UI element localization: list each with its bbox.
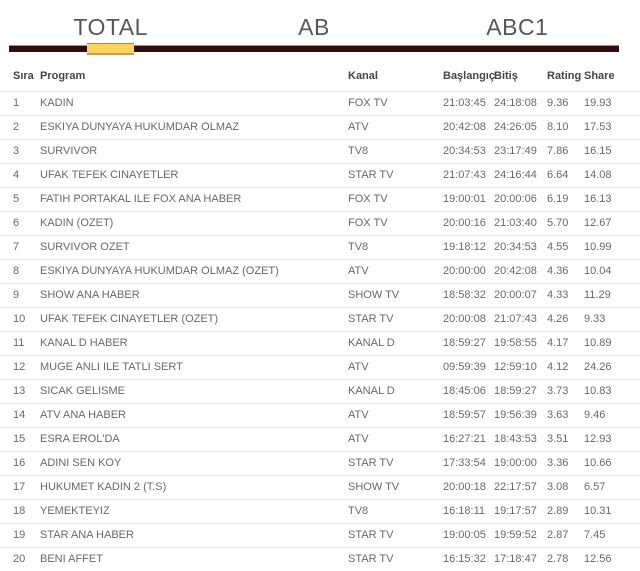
cell-baslangic: 19:00:05 <box>443 529 486 541</box>
cell-kanal: FOX TV <box>348 97 388 109</box>
cell-baslangic: 09:59:39 <box>443 361 486 373</box>
cell-kanal: STAR TV <box>348 313 394 325</box>
cell-kanal: STAR TV <box>348 553 394 565</box>
cell-program: ATV ANA HABER <box>40 409 126 421</box>
cell-rating: 4.55 <box>547 241 569 253</box>
cell-share: 10.89 <box>584 337 612 349</box>
cell-sira: 9 <box>13 289 20 301</box>
table-row <box>0 500 640 524</box>
cell-rating: 3.73 <box>547 385 569 397</box>
cell-share: 9.33 <box>584 313 606 325</box>
cell-sira: 5 <box>13 193 20 205</box>
cell-share: 10.31 <box>584 505 612 517</box>
cell-baslangic: 18:45:06 <box>443 385 486 397</box>
cell-rating: 4.26 <box>547 313 569 325</box>
cell-rating: 4.12 <box>547 361 569 373</box>
cell-baslangic: 18:58:32 <box>443 289 486 301</box>
cell-kanal: KANAL D <box>348 337 395 349</box>
cell-baslangic: 18:59:57 <box>443 409 486 421</box>
cell-baslangic: 18:59:27 <box>443 337 486 349</box>
cell-baslangic: 16:15:32 <box>443 553 486 565</box>
cell-kanal: STAR TV <box>348 529 394 541</box>
cell-share: 7.45 <box>584 529 606 541</box>
tab-total[interactable]: TOTAL <box>73 14 148 40</box>
cell-baslangic: 21:07:43 <box>443 169 486 181</box>
cell-bitis: 19:56:39 <box>494 409 537 421</box>
cell-rating: 7.86 <box>547 145 569 157</box>
cell-sira: 20 <box>13 553 26 565</box>
cell-bitis: 20:00:07 <box>494 289 537 301</box>
column-header-program: Program <box>40 70 86 82</box>
cell-program: ESKIYA DUNYAYA HUKUMDAR OLMAZ <box>40 121 240 133</box>
cell-program: STAR ANA HABER <box>40 529 134 541</box>
cell-kanal: ATV <box>348 265 369 277</box>
cell-kanal: STAR TV <box>348 169 394 181</box>
cell-bitis: 24:16:44 <box>494 169 537 181</box>
cell-sira: 8 <box>13 265 20 277</box>
cell-sira: 13 <box>13 385 26 397</box>
column-header-share: Share <box>584 70 615 82</box>
cell-kanal: TV8 <box>348 505 369 517</box>
cell-program: KADIN <box>40 97 74 109</box>
cell-rating: 5.70 <box>547 217 569 229</box>
cell-share: 14.08 <box>584 169 612 181</box>
cell-bitis: 17:18:47 <box>494 553 537 565</box>
cell-kanal: SHOW TV <box>348 289 400 301</box>
cell-bitis: 23:17:49 <box>494 145 537 157</box>
cell-rating: 4.36 <box>547 265 569 277</box>
cell-bitis: 18:43:53 <box>494 433 537 445</box>
table-row <box>0 380 640 404</box>
cell-rating: 9.36 <box>547 97 569 109</box>
cell-share: 19.93 <box>584 97 612 109</box>
tab-underline-bar <box>9 45 619 52</box>
cell-sira: 2 <box>13 121 20 133</box>
cell-baslangic: 19:18:12 <box>443 241 486 253</box>
cell-rating: 3.51 <box>547 433 569 445</box>
cell-program: UFAK TEFEK CINAYETLER <box>40 169 179 181</box>
cell-share: 11.29 <box>584 289 611 301</box>
cell-program: SURVIVOR OZET <box>40 241 130 253</box>
table-row <box>0 452 640 476</box>
cell-sira: 16 <box>13 457 26 469</box>
cell-rating: 2.87 <box>547 529 569 541</box>
cell-kanal: KANAL D <box>348 385 395 397</box>
table-row <box>0 356 640 380</box>
cell-bitis: 18:59:27 <box>494 385 537 397</box>
cell-share: 24.26 <box>584 361 612 373</box>
cell-sira: 15 <box>13 433 26 445</box>
column-header-baslangic: Başlangıç <box>443 70 495 82</box>
cell-share: 10.04 <box>584 265 612 277</box>
cell-baslangic: 20:42:08 <box>443 121 486 133</box>
cell-share: 12.56 <box>584 553 612 565</box>
cell-kanal: TV8 <box>348 145 369 157</box>
cell-bitis: 22:17:57 <box>494 481 537 493</box>
tab-abc1[interactable]: ABC1 <box>486 14 549 40</box>
cell-sira: 14 <box>13 409 26 421</box>
cell-share: 10.66 <box>584 457 612 469</box>
column-header-bitis: Bitiş <box>494 70 518 82</box>
table-row <box>0 164 640 188</box>
cell-bitis: 21:07:43 <box>494 313 537 325</box>
cell-kanal: TV8 <box>348 241 369 253</box>
cell-bitis: 24:18:08 <box>494 97 537 109</box>
cell-bitis: 21:03:40 <box>494 217 537 229</box>
cell-rating: 3.36 <box>547 457 569 469</box>
cell-bitis: 19:00:00 <box>494 457 537 469</box>
cell-share: 12.67 <box>584 217 612 229</box>
cell-baslangic: 21:03:45 <box>443 97 486 109</box>
cell-baslangic: 20:00:18 <box>443 481 486 493</box>
active-tab-indicator <box>87 43 134 55</box>
table-row <box>0 140 640 164</box>
cell-share: 16.13 <box>584 193 612 205</box>
cell-sira: 18 <box>13 505 26 517</box>
cell-sira: 10 <box>13 313 26 325</box>
cell-rating: 4.17 <box>547 337 569 349</box>
table-row <box>0 116 640 140</box>
cell-bitis: 20:00:06 <box>494 193 537 205</box>
table-row <box>0 260 640 284</box>
cell-sira: 11 <box>13 337 25 349</box>
cell-baslangic: 19:00:01 <box>443 193 486 205</box>
cell-baslangic: 20:34:53 <box>443 145 486 157</box>
cell-share: 10.99 <box>584 241 612 253</box>
cell-program: BENI AFFET <box>40 553 103 565</box>
cell-share: 12.93 <box>584 433 612 445</box>
cell-program: FATIH PORTAKAL ILE FOX ANA HABER <box>40 193 242 205</box>
tab-ab[interactable]: AB <box>298 14 330 40</box>
cell-kanal: FOX TV <box>348 193 388 205</box>
cell-sira: 7 <box>13 241 20 253</box>
cell-rating: 3.63 <box>547 409 569 421</box>
table-row <box>0 524 640 548</box>
cell-program: MUGE ANLI ILE TATLI SERT <box>40 361 183 373</box>
cell-share: 9.46 <box>584 409 606 421</box>
cell-program: YEMEKTEYIZ <box>40 505 110 517</box>
column-header-kanal: Kanal <box>348 70 378 82</box>
cell-sira: 4 <box>13 169 20 181</box>
cell-kanal: FOX TV <box>348 217 388 229</box>
table-row <box>0 428 640 452</box>
cell-rating: 4.33 <box>547 289 569 301</box>
cell-sira: 17 <box>13 481 26 493</box>
cell-bitis: 12:59:10 <box>494 361 537 373</box>
cell-baslangic: 16:18:11 <box>443 505 486 517</box>
cell-share: 16.15 <box>584 145 612 157</box>
cell-rating: 8.10 <box>547 121 569 133</box>
cell-bitis: 20:42:08 <box>494 265 537 277</box>
cell-share: 17.53 <box>584 121 612 133</box>
tab-bar <box>9 10 619 52</box>
column-header-sira: Sıra <box>13 70 34 82</box>
cell-kanal: SHOW TV <box>348 481 400 493</box>
cell-kanal: ATV <box>348 409 369 421</box>
table-row <box>0 188 640 212</box>
cell-sira: 12 <box>13 361 26 373</box>
cell-baslangic: 20:00:16 <box>443 217 486 229</box>
cell-program: SICAK GELISME <box>40 385 125 397</box>
cell-bitis: 19:17:57 <box>494 505 537 517</box>
cell-program: KADIN (OZET) <box>40 217 114 229</box>
cell-sira: 1 <box>13 97 20 109</box>
cell-bitis: 19:59:52 <box>494 529 537 541</box>
table-row <box>0 548 640 571</box>
table-row <box>0 236 640 260</box>
cell-kanal: ATV <box>348 433 369 445</box>
cell-bitis: 19:58:55 <box>494 337 537 349</box>
cell-rating: 2.89 <box>547 505 569 517</box>
cell-baslangic: 17:33:54 <box>443 457 486 469</box>
cell-share: 10.83 <box>584 385 612 397</box>
table-row <box>0 332 640 356</box>
table-row <box>0 212 640 236</box>
table-row <box>0 284 640 308</box>
cell-program: SHOW ANA HABER <box>40 289 140 301</box>
cell-kanal: ATV <box>348 121 369 133</box>
cell-kanal: ATV <box>348 361 369 373</box>
cell-baslangic: 20:00:00 <box>443 265 486 277</box>
cell-rating: 2.78 <box>547 553 569 565</box>
table-row <box>0 476 640 500</box>
cell-sira: 3 <box>13 145 20 157</box>
table-header-row <box>0 52 640 92</box>
cell-sira: 19 <box>13 529 26 541</box>
cell-rating: 6.64 <box>547 169 569 181</box>
cell-program: UFAK TEFEK CINAYETLER (OZET) <box>40 313 219 325</box>
cell-baslangic: 16:27:21 <box>443 433 486 445</box>
ratings-table <box>0 52 640 571</box>
cell-kanal: STAR TV <box>348 457 394 469</box>
cell-share: 6.57 <box>584 481 606 493</box>
cell-sira: 6 <box>13 217 20 229</box>
cell-rating: 6.19 <box>547 193 569 205</box>
table-row <box>0 404 640 428</box>
cell-program: SURVIVOR <box>40 145 98 157</box>
table-body <box>0 92 640 571</box>
cell-program: KANAL D HABER <box>40 337 128 349</box>
cell-bitis: 20:34:53 <box>494 241 537 253</box>
cell-program: ESRA EROL'DA <box>40 433 120 445</box>
column-header-rating: Rating <box>547 70 582 82</box>
cell-program: ADINI SEN KOY <box>40 457 122 469</box>
tab-list <box>9 10 619 45</box>
cell-bitis: 24:26:05 <box>494 121 537 133</box>
cell-rating: 3.08 <box>547 481 569 493</box>
cell-baslangic: 20:00:08 <box>443 313 486 325</box>
cell-program: HUKUMET KADIN 2 (T.S) <box>40 481 167 493</box>
table-row <box>0 308 640 332</box>
table-row <box>0 92 640 116</box>
cell-program: ESKIYA DUNYAYA HUKUMDAR OLMAZ (OZET) <box>40 265 279 277</box>
